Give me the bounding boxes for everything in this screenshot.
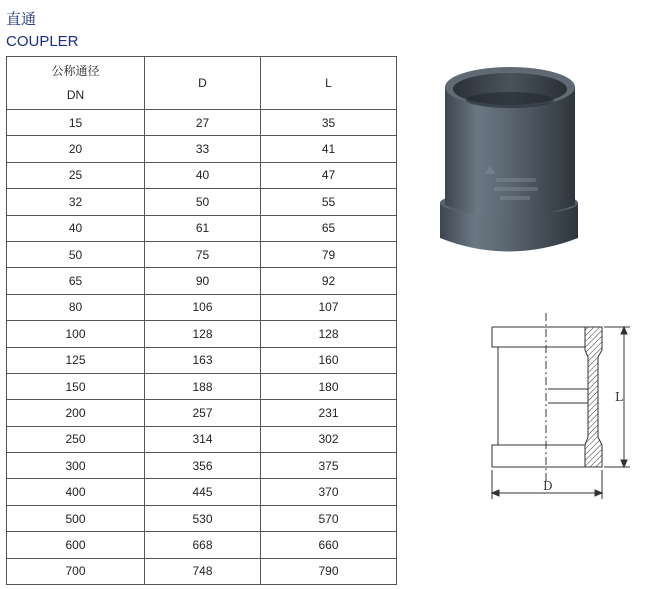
cell-l: 302 [261, 426, 397, 452]
cell-l: 370 [261, 479, 397, 505]
header-dn-label: DN [66, 88, 85, 102]
table-row [7, 136, 397, 162]
table-row [7, 453, 397, 479]
cell-d: 257 [145, 400, 261, 426]
cell-dn: 65 [7, 268, 145, 294]
cell-d: 188 [145, 373, 261, 399]
table-row [7, 215, 397, 241]
cell-dn: 400 [7, 479, 145, 505]
table-row [7, 373, 397, 399]
table-row [7, 294, 397, 320]
table-body [7, 110, 397, 585]
cell-d: 90 [145, 268, 261, 294]
dimension-d-label: D [543, 479, 553, 493]
cell-dn: 50 [7, 241, 145, 267]
cell-dn: 600 [7, 532, 145, 558]
cell-dn: 150 [7, 373, 145, 399]
cell-dn: 100 [7, 321, 145, 347]
table-row [7, 268, 397, 294]
cell-d: 356 [145, 453, 261, 479]
table-header-row [7, 57, 397, 110]
cell-l: 41 [261, 136, 397, 162]
cell-l: 570 [261, 505, 397, 531]
table-row [7, 426, 397, 452]
cell-d: 668 [145, 532, 261, 558]
cell-d: 75 [145, 241, 261, 267]
coupler-section-drawing [480, 305, 640, 505]
cell-d: 106 [145, 294, 261, 320]
cell-dn: 40 [7, 215, 145, 241]
cell-l: 180 [261, 373, 397, 399]
cell-dn: 200 [7, 400, 145, 426]
coupler-photo [428, 60, 588, 260]
cell-dn: 700 [7, 558, 145, 584]
table-row [7, 189, 397, 215]
table-row [7, 110, 397, 136]
cell-dn: 500 [7, 505, 145, 531]
title-chinese: 直通 [6, 10, 37, 28]
cell-l: 65 [261, 215, 397, 241]
cell-l: 790 [261, 558, 397, 584]
dimension-l-label: L [615, 390, 623, 404]
header-dn [7, 57, 145, 110]
cell-dn: 300 [7, 453, 145, 479]
table-row [7, 505, 397, 531]
cell-dn: 250 [7, 426, 145, 452]
table-row [7, 347, 397, 373]
table-row [7, 162, 397, 188]
table-row [7, 400, 397, 426]
cell-l: 160 [261, 347, 397, 373]
cell-d: 128 [145, 321, 261, 347]
cell-l: 79 [261, 241, 397, 267]
table-row [7, 558, 397, 584]
cell-dn: 32 [7, 189, 145, 215]
cell-d: 748 [145, 558, 261, 584]
cell-dn: 125 [7, 347, 145, 373]
cell-dn: 25 [7, 162, 145, 188]
cell-d: 163 [145, 347, 261, 373]
cell-l: 660 [261, 532, 397, 558]
header-d: D [145, 57, 261, 110]
header-l: L [261, 57, 397, 110]
cell-l: 92 [261, 268, 397, 294]
cell-d: 40 [145, 162, 261, 188]
cell-dn: 15 [7, 110, 145, 136]
cell-d: 314 [145, 426, 261, 452]
cell-l: 55 [261, 189, 397, 215]
cell-dn: 80 [7, 294, 145, 320]
cell-l: 107 [261, 294, 397, 320]
cell-d: 530 [145, 505, 261, 531]
cell-d: 27 [145, 110, 261, 136]
table-row [7, 479, 397, 505]
header-dn-chinese: 公称通径 [51, 64, 100, 78]
cell-d: 445 [145, 479, 261, 505]
cell-d: 50 [145, 189, 261, 215]
cell-l: 35 [261, 110, 397, 136]
cell-d: 61 [145, 215, 261, 241]
coupler-spec-table [6, 56, 397, 585]
cell-l: 231 [261, 400, 397, 426]
cell-l: 47 [261, 162, 397, 188]
table-row [7, 532, 397, 558]
cell-l: 375 [261, 453, 397, 479]
table-row [7, 321, 397, 347]
title-english: COUPLER [6, 33, 79, 50]
cell-l: 128 [261, 321, 397, 347]
cell-d: 33 [145, 136, 261, 162]
table-row [7, 241, 397, 267]
cell-dn: 20 [7, 136, 145, 162]
